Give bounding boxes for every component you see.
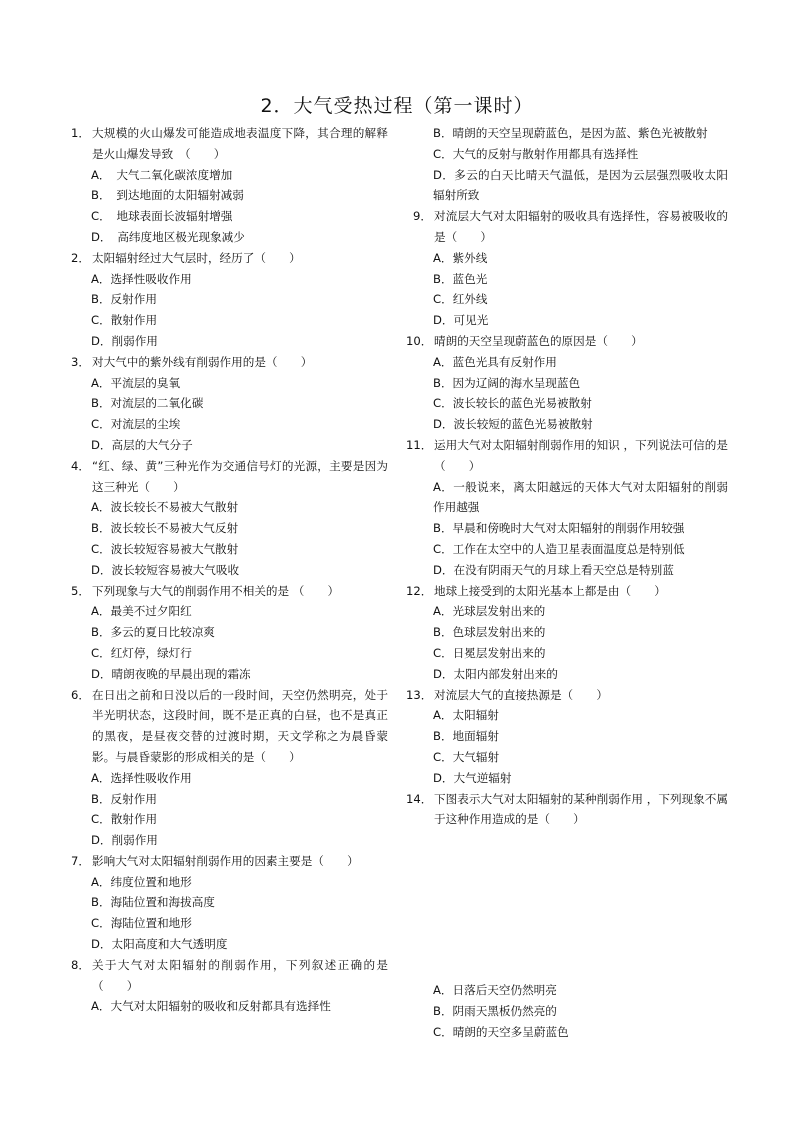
question-stem: 晴朗的天空呈现蔚蓝色的原因是（ ） — [434, 333, 643, 348]
option: B．反射作用 — [91, 292, 157, 307]
question-4 — [66, 456, 388, 581]
option: C．大气的反射与散射作用都具有选择性 — [433, 146, 639, 161]
option: C．红外线 — [433, 292, 488, 307]
question-13 — [406, 685, 728, 789]
option: B．反射作用 — [91, 791, 157, 806]
question-number: 7． — [71, 853, 90, 868]
option: A．选择性吸收作用 — [91, 271, 192, 286]
option: B．地面辐射 — [433, 729, 499, 744]
option: B．波长较长不易被大气反射 — [91, 521, 239, 536]
question-stem: 太阳辐射经过大气层时，经历了（ ） — [92, 250, 301, 265]
option: C．波长较短容易被大气散射 — [91, 541, 239, 556]
option: A．波长较长不易被大气散射 — [91, 500, 239, 515]
option: B．蓝色光 — [433, 271, 488, 286]
option: D．波长较短的蓝色光易被散射 — [433, 417, 593, 432]
option: D．多云的白天比晴天气温低，是因为云层强烈吸收太阳辐射所致 — [433, 167, 728, 203]
option: B．因为辽阔的海水呈现蓝色 — [433, 375, 581, 390]
question-number: 8． — [71, 957, 90, 972]
question-number: 5． — [71, 583, 90, 598]
question-number: 6． — [71, 687, 90, 702]
option: D． 高纬度地区极光现象减少 — [91, 229, 245, 244]
option: C．对流层的尘埃 — [91, 417, 181, 432]
option: A．蓝色光具有反射作用 — [433, 354, 557, 369]
question-number: 4． — [71, 458, 90, 473]
question-stem: 下图表示大气对太阳辐射的某种削弱作用 ，下列现象不属于这种作用造成的是（ ） — [434, 791, 728, 827]
option: C．散射作用 — [91, 812, 158, 827]
option: C．波长较长的蓝色光易被散射 — [433, 396, 592, 411]
option: D．可见光 — [433, 313, 489, 328]
question-number: 2． — [71, 250, 90, 265]
question-10 — [406, 331, 728, 435]
option: D．太阳高度和大气透明度 — [91, 937, 228, 952]
option: C．工作在太空中的人造卫星表面温度总是特别低 — [433, 541, 685, 556]
question-number: 1． — [71, 126, 90, 140]
option: D．削弱作用 — [91, 833, 158, 848]
option: C．大气辐射 — [433, 749, 500, 764]
option: D．大气逆辐射 — [433, 770, 512, 785]
question-number: 12． — [406, 583, 433, 598]
question-stem: 影响大气对太阳辐射削弱作用的因素主要是（ ） — [92, 853, 359, 868]
option: A．大气对太阳辐射的吸收和反射都具有选择性 — [91, 999, 331, 1014]
figure-placeholder — [406, 830, 728, 980]
question-stem: 在日出之前和日没以后的一段时间，天空仍然明亮，处于半光明状态，这段时间，既不是正真的白昼，也不是真正的黑夜，是昼夜交替的过渡时期，天文学称之为晨昏蒙影。与晨昏蒙影的形成相关的是（ ） — [92, 687, 388, 764]
option: A．选择性吸收作用 — [91, 770, 192, 785]
option: D．波长较短容易被大气吸收 — [91, 562, 240, 577]
question-7 — [66, 851, 388, 955]
question-stem: 关于大气对太阳辐射的削弱作用，下列叙述正确的是 （ ） — [92, 957, 388, 993]
option: B．多云的夏日比较凉爽 — [91, 625, 215, 640]
question-3 — [66, 352, 388, 456]
option: A．日落后天空仍然明亮 — [433, 983, 557, 998]
question-stem: 地球上接受到的太阳光基本上都是由（ ） — [434, 583, 666, 598]
question-number: 11． — [406, 437, 433, 452]
question-stem: “红、绿、黄”三种光作为交通信号灯的光源，主要是因为这三种光（ ） — [92, 458, 388, 494]
question-11 — [406, 435, 728, 581]
option: D．在没有阴雨天气的月球上看天空总是特别蓝 — [433, 562, 674, 577]
question-stem: 对流层大气对太阳辐射的吸收具有选择性，容易被吸收的是（ ） — [434, 209, 728, 244]
question-14 — [406, 789, 728, 1043]
question-number: 13． — [406, 687, 433, 702]
option: B．色球层发射出来的 — [433, 625, 546, 640]
option: A．平流层的臭氧 — [91, 375, 181, 390]
page-title: 2．大气受热过程（第一课时） — [260, 95, 534, 117]
option: A．一般说来，离太阳越远的天体大气对太阳辐射的削弱作用越强 — [433, 479, 728, 515]
question-9 — [406, 206, 728, 331]
option: D．高层的大气分子 — [91, 437, 193, 452]
question-1 — [66, 123, 388, 248]
question-stem: 下列现象与大气的削弱作用不相关的是 （ ） — [92, 583, 340, 598]
question-stem: 大规模的火山爆发可能造成地表温度下降，其合理的解释是火山爆发导致 （ ） — [92, 126, 388, 161]
option: D．晴朗夜晚的早晨出现的霜冻 — [91, 666, 251, 681]
option: A．纬度位置和地形 — [91, 874, 192, 889]
option: A．太阳辐射 — [433, 708, 499, 723]
question-number: 10． — [406, 333, 433, 348]
question-8-continued — [406, 123, 728, 206]
left-column — [66, 123, 388, 1017]
option: C．红灯停，绿灯行 — [91, 645, 192, 660]
option: C．散射作用 — [91, 313, 158, 328]
question-8 — [66, 955, 388, 1017]
option: C．日冕层发射出来的 — [433, 645, 546, 660]
question-stem: 运用大气对太阳辐射削弱作用的知识 ，下列说法可信的是（ ） — [434, 437, 728, 473]
question-5 — [66, 581, 388, 685]
question-12 — [406, 581, 728, 685]
option: B．阴雨天黑板仍然亮的 — [433, 1003, 557, 1018]
option: D．削弱作用 — [91, 333, 158, 348]
question-number: 9． — [413, 209, 432, 224]
question-6 — [66, 685, 388, 851]
option: D．太阳内部发射出来的 — [433, 666, 558, 681]
question-2 — [66, 248, 388, 352]
question-number: 14． — [406, 791, 433, 806]
option: B．早晨和傍晚时大气对太阳辐射的削弱作用较强 — [433, 521, 685, 536]
option: C．晴朗的天空多呈蔚蓝色 — [433, 1024, 569, 1039]
option: A． 大气二氧化碳浓度增加 — [91, 167, 233, 182]
question-stem: 对大气中的紫外线有削弱作用的是（ ） — [92, 354, 313, 369]
option: B．晴朗的天空呈现蔚蓝色，是因为蓝、紫色光被散射 — [433, 126, 708, 140]
question-number: 3． — [71, 354, 90, 369]
option: A．最美不过夕阳红 — [91, 604, 192, 619]
option: B． 到达地面的太阳辐射减弱 — [91, 188, 244, 203]
option: A．紫外线 — [433, 250, 488, 265]
option: C． 地球表面长波辐射增强 — [91, 209, 233, 224]
right-column — [406, 123, 728, 1042]
option: B．海陆位置和海拔高度 — [91, 895, 215, 910]
option: B．对流层的二氧化碳 — [91, 396, 204, 411]
option: A．光球层发射出来的 — [433, 604, 546, 619]
option: C．海陆位置和地形 — [91, 916, 192, 931]
question-stem: 对流层大气的直接热源是（ ） — [434, 687, 608, 702]
